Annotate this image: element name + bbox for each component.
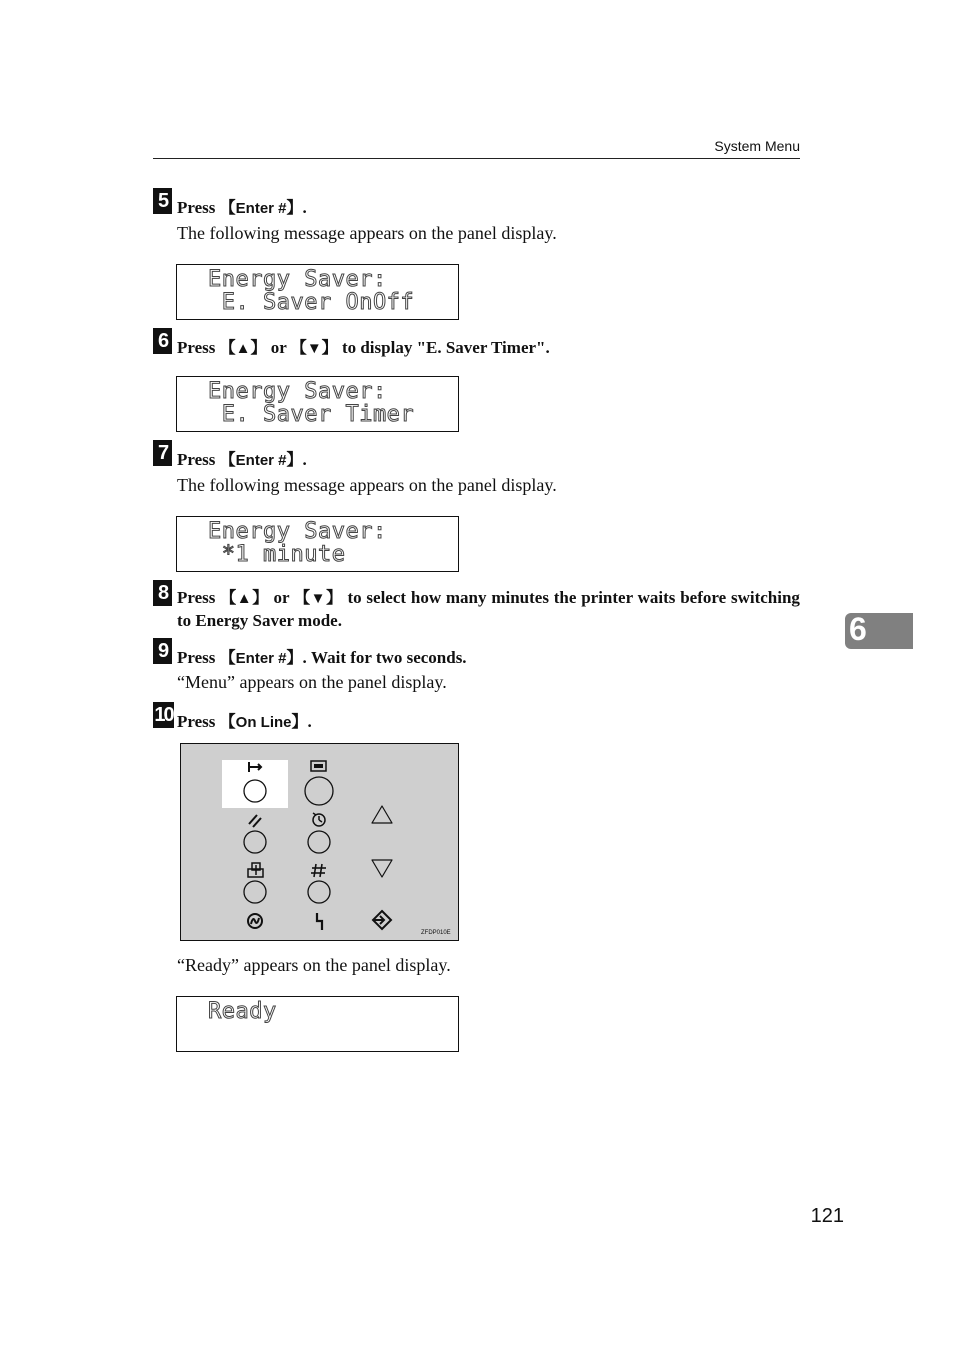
control-panel-svg (181, 744, 458, 940)
lcd-line-1: Energy Saver: (208, 267, 387, 292)
job-reset-button[interactable] (308, 831, 330, 853)
up-arrow-key: ▲ (236, 590, 253, 607)
step-text: or (268, 588, 295, 607)
lcd-line-2: E. Saver OnOff (208, 290, 415, 315)
key-bracket-close: 】 (286, 198, 303, 217)
step-6-instruction (177, 335, 550, 358)
key-bracket-open: 【 (219, 648, 236, 667)
form-feed-icon (248, 863, 263, 877)
down-arrow-button[interactable] (372, 860, 392, 877)
key-bracket-close: 】 (321, 338, 338, 357)
control-panel-illustration (180, 743, 459, 941)
step-5-description: The following message appears on the panel display. (177, 223, 557, 243)
form-feed-button[interactable] (244, 881, 266, 903)
step-text: Press (177, 588, 221, 607)
step-7-description: The following message appears on the panel display. (177, 475, 557, 495)
step-7-instruction (177, 447, 307, 470)
step-text: to select how many minutes the printer waits before switching to Energy Saver mode. (177, 588, 800, 630)
key-on-line: On Line (235, 714, 292, 731)
step-number-7: 7 (153, 440, 172, 466)
power-indicator-icon (248, 914, 262, 928)
data-in-indicator-icon (373, 911, 391, 929)
key-bracket-open: 【 (219, 338, 236, 357)
lcd-line-2: E. Saver Timer (208, 402, 415, 427)
key-bracket-open: 【 (220, 588, 237, 607)
key-enter: Enter # (235, 452, 287, 469)
step-10-description: “Ready” appears on the panel display. (177, 955, 451, 975)
step-text: Press (177, 712, 220, 731)
page-number: 121 (810, 1205, 844, 1227)
step-text: . Wait for two seconds. (302, 648, 467, 667)
up-arrow-key: ▲ (235, 340, 251, 357)
up-arrow-button[interactable] (372, 806, 392, 823)
lcd-display-4 (176, 996, 459, 1052)
lcd-display-2 (176, 376, 459, 432)
lcd-display-1 (176, 264, 459, 320)
step-text: Press (177, 648, 220, 667)
key-bracket-close: 】 (286, 450, 303, 469)
enter-button[interactable] (308, 881, 330, 903)
step-text: . (307, 712, 312, 731)
step-number-5: 5 (153, 188, 172, 214)
menu-icon (311, 761, 326, 771)
step-text: Press (177, 450, 220, 469)
key-bracket-open: 【 (294, 588, 311, 607)
step-text: Press (177, 338, 220, 357)
key-bracket-close: 】 (291, 712, 308, 731)
step-text: . (302, 198, 307, 217)
key-bracket-open: 【 (219, 450, 236, 469)
key-bracket-close: 】 (250, 338, 267, 357)
lcd-line-1: Ready (208, 999, 277, 1024)
key-bracket-open: 【 (219, 198, 236, 217)
on-line-button[interactable] (244, 780, 266, 802)
key-enter: Enter # (235, 650, 287, 667)
key-enter: Enter # (235, 200, 287, 217)
down-arrow-key: ▼ (306, 340, 322, 357)
lcd-line-1: Energy Saver: (208, 519, 387, 544)
lcd-line-1: Energy Saver: (208, 379, 387, 404)
step-text: to display "E. Saver Timer". (337, 338, 550, 357)
down-arrow-key: ▼ (310, 590, 327, 607)
enter-hash-icon (311, 864, 326, 877)
lcd-line-2: *1 minute (208, 542, 346, 567)
step-number-10: 10 (154, 704, 173, 726)
step-number-9: 9 (153, 638, 172, 664)
step-number-6: 6 (153, 328, 172, 354)
error-indicator-icon (317, 913, 322, 930)
header-rule (153, 158, 800, 159)
lcd-display-3 (176, 516, 459, 572)
step-9-description: “Menu” appears on the panel display. (177, 672, 447, 692)
step-5-instruction (177, 195, 307, 218)
reset-icon (249, 815, 261, 827)
step-text: or (266, 338, 291, 357)
job-reset-icon (313, 813, 325, 826)
reset-button[interactable] (244, 831, 266, 853)
running-header: System Menu (714, 138, 800, 154)
key-bracket-open: 【 (219, 712, 236, 731)
step-10-instruction (177, 709, 312, 732)
chapter-tab (845, 613, 913, 649)
step-8-instruction (177, 587, 800, 632)
step-text: Press (177, 198, 220, 217)
menu-button[interactable] (305, 777, 333, 805)
chapter-number: 6 (849, 611, 867, 647)
step-number-8: 8 (153, 580, 172, 606)
step-text: . (302, 450, 307, 469)
key-bracket-close: 】 (326, 588, 343, 607)
key-bracket-open: 【 (290, 338, 307, 357)
figure-code: ZFDP010E (421, 930, 451, 936)
key-bracket-close: 】 (286, 648, 303, 667)
key-bracket-close: 】 (252, 588, 269, 607)
step-9-instruction (177, 645, 467, 668)
